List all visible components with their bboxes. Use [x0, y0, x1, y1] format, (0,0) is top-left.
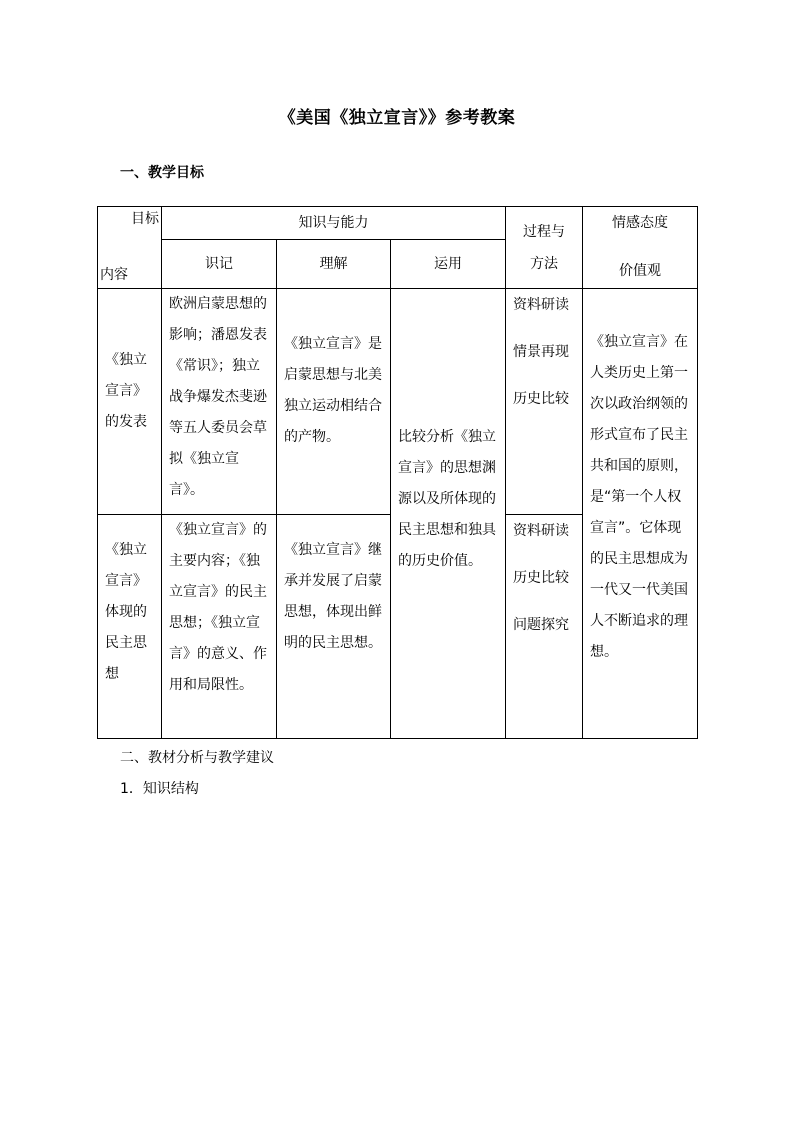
row2-memorize-cell	[162, 515, 277, 739]
row1-process-cell	[506, 289, 583, 515]
row2-process-cell	[506, 515, 583, 739]
emotion-text: 《独立宣言》在人类历史上第一次以政治纲领的形式宣布了民主共和国的原则，是“第一个人权宣言”。它体现的民主思想成为一代又一代美国人不断追求的理想。	[590, 334, 689, 660]
section-heading-teaching-goals: 一、教学目标	[120, 165, 204, 181]
lesson-goals-table	[97, 206, 698, 739]
row1-memorize-cell	[162, 289, 277, 515]
header-emotion-line1: 情感态度	[612, 215, 669, 231]
row1-understand: 《独立宣言》是启蒙思想与北美独立运动相结合的产物。	[284, 336, 382, 445]
table-header-row	[98, 207, 698, 240]
row1-content: 《独立宣言》的发表	[105, 352, 147, 430]
header-corner-content: 内容	[100, 267, 128, 283]
row2-process-item: 历史比较	[513, 570, 570, 586]
page-title: 《美国《独立宣言》》参考教案	[278, 108, 516, 128]
row1-memorize: 欧洲启蒙思想的影响；潘恩发表《常识》；独立战争爆发杰斐逊等五人委员会草拟《独立宣言》。	[169, 296, 267, 498]
header-corner-goal: 目标	[131, 211, 159, 227]
row2-content: 《独立宣言》体现的民主思想	[105, 542, 147, 682]
apply-cell	[391, 289, 506, 739]
header-process-line1: 过程与	[523, 223, 566, 240]
row1-process-item: 情景再现	[513, 344, 570, 360]
row1-process-item: 历史比较	[513, 391, 570, 407]
header-memorize: 识记	[162, 240, 277, 289]
apply-text: 比较分析《独立宣言》的思想渊源以及所体现的民主思想和独具的历史价值。	[398, 429, 496, 569]
row1-understand-cell	[277, 289, 391, 515]
header-emotion-values	[583, 207, 698, 289]
row2-memorize: 《独立宣言》的主要内容；《独立宣言》的民主思想；《独立宣言》的意义、作用和局限性。	[169, 522, 267, 693]
header-understand: 理解	[277, 240, 391, 289]
row2-process-item: 资料研读	[513, 523, 570, 539]
row2-content-cell	[98, 515, 162, 739]
header-process-method	[506, 207, 583, 289]
subheading-knowledge-structure: 1．知识结构	[120, 781, 199, 797]
header-apply: 运用	[391, 240, 506, 289]
section-heading-material-analysis: 二、教材分析与教学建议	[120, 750, 274, 766]
header-corner-cell	[98, 207, 162, 289]
header-process-line2: 方法	[530, 255, 559, 272]
row1-content-cell	[98, 289, 162, 515]
table-row	[98, 289, 698, 515]
header-emotion-line2: 价值观	[619, 263, 662, 279]
row2-understand-cell	[277, 515, 391, 739]
row1-process-item: 资料研读	[513, 297, 570, 313]
emotion-cell	[583, 289, 698, 739]
row2-understand: 《独立宣言》继承并发展了启蒙思想，体现出鲜明的民主思想。	[284, 542, 382, 651]
row2-process-item: 问题探究	[513, 617, 570, 633]
header-knowledge-ability: 知识与能力	[162, 207, 506, 240]
